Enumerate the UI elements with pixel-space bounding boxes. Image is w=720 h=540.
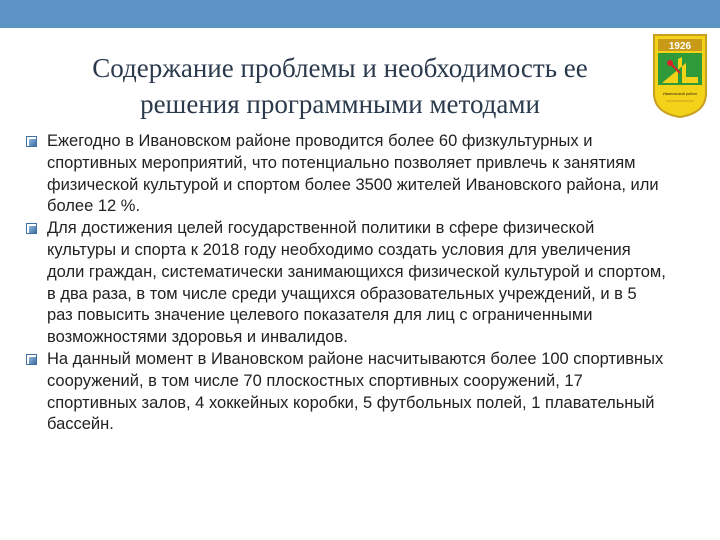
checkbox-bullet-icon [26, 136, 37, 147]
emblem-year: 1926 [668, 41, 692, 52]
bullet-list [26, 131, 666, 436]
bullet-text-3: На данный момент в Ивановском районе насчитываются более 100 спортивных сооружений, в том числе 70 плоскостных спортивных сооружений, 17 спортивных залов, 4 хоккейных коробки, 5 футбольных полей, 1 плавательный бассейн. [47, 349, 664, 434]
emblem-caption: Ивановский район [662, 91, 698, 96]
slide-title [40, 50, 640, 122]
bullet-text-1: Ежегодно в Ивановском районе проводится более 60 физкультурных и спортивных мероприятий, что потенциально позволяет привлечь к занятиям физической культурой и спортом более 3500 жителей Ивановского района, или более 12 %. [47, 132, 659, 216]
bullet-text-2: Для достижения целей государственной политики в сфере физической культуры и спорта к 2018 году необходимо создать условия для увеличения доли граждан, систематически занимающихся физической культурой и спортом, в два раза, в том числе среди учащихся образовательных учреждений, и в 5 раз повысить значение целевого показателя для лиц с ограниченными возможностями здоровья и инвалидов. [47, 219, 666, 347]
bullet-item-2 [26, 218, 666, 349]
bullet-item-1 [26, 131, 666, 218]
title-line-2: решения программными методами [140, 89, 540, 119]
checkbox-bullet-icon [26, 223, 37, 234]
title-line-1: Содержание проблемы и необходимость ее [92, 53, 588, 83]
coat-of-arms-emblem [652, 33, 708, 119]
checkbox-bullet-icon [26, 354, 37, 365]
bullet-item-3 [26, 349, 666, 436]
top-bar [0, 0, 720, 28]
